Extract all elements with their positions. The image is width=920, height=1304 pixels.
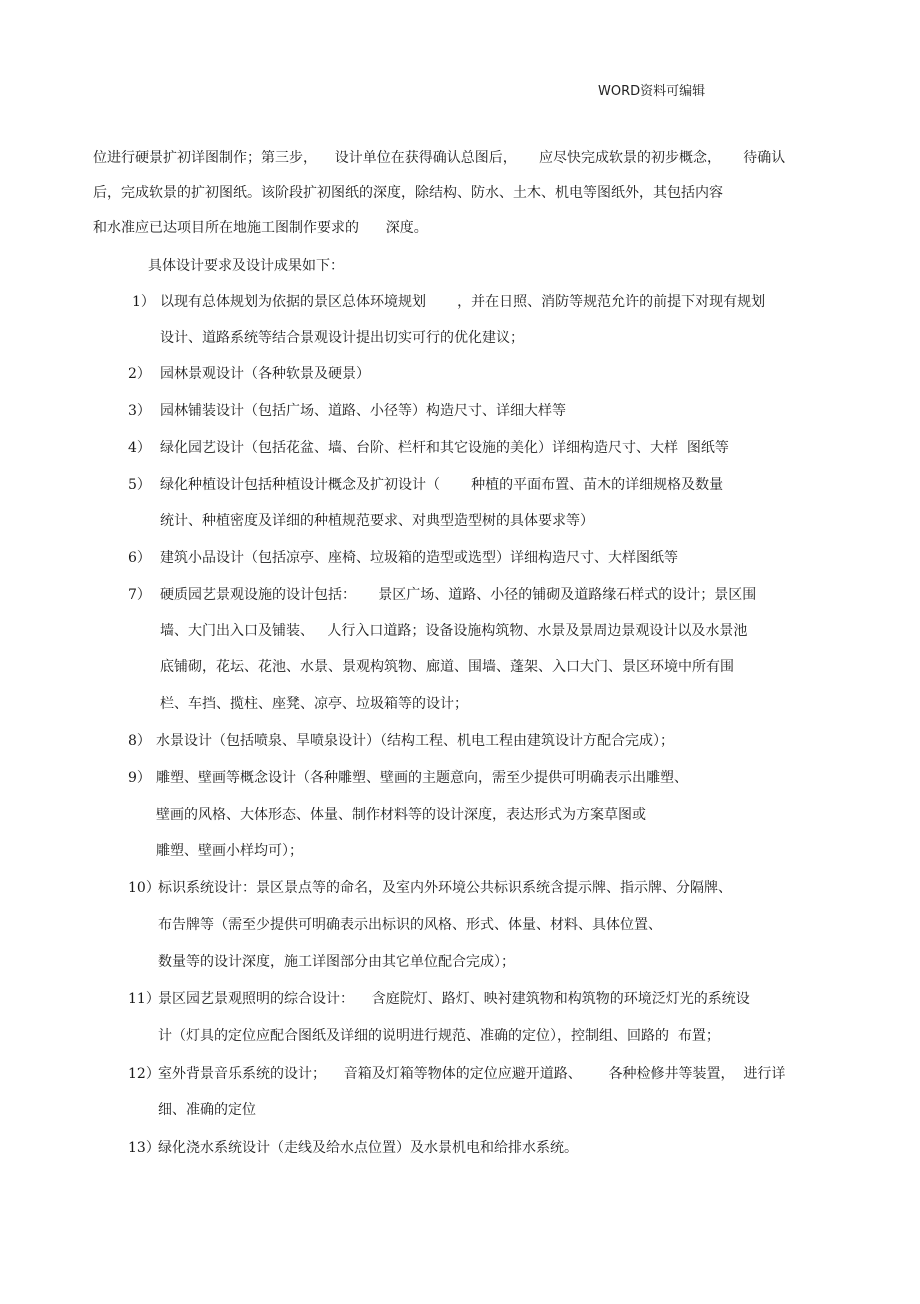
item-line: 标识系统设计：景区景点等的命名，及室内外环境公共标识系统含提示牌、指示牌、分隔牌、 [158, 880, 732, 896]
item-line: 绿化种植设计包括种植设计概念及扩初设计（ 种植的平面布置、苗木的详细规格及数量 [160, 477, 724, 493]
intro-line-1: 位进行硬景扩初详图制作；第三步， 设计单位在获得确认总图后， 应尽快完成软景的初步概念， 待确认 [93, 150, 786, 166]
item-line: 以现有总体规划为依据的景区总体环境规划 ，并在日照、消防等规范允许的前提下对现有规划 [160, 294, 766, 310]
item-number: 7） [128, 587, 151, 603]
item-line: 计（灯具的定位应配合图纸及详细的说明进行规范、准确的定位），控制组、回路的 布置； [158, 1028, 720, 1044]
item-line: 墙、大门出入口及铺装、 人行入口道路；设备设施构筑物、水景及景周边景观设计以及水景池 [160, 623, 748, 639]
item-line: 园林景观设计（各种软景及硬景） [160, 366, 370, 382]
item-line: 园林铺装设计（包括广场、道路、小径等）构造尺寸、详细大样等 [160, 403, 566, 419]
item-number: 11） [128, 991, 160, 1007]
item-line: 硬质园艺景观设施的设计包括： 景区广场、道路、小径的铺砌及道路缘石样式的设计；景区围 [160, 587, 757, 603]
item-line: 绿化园艺设计（包括花盆、墙、台阶、栏杆和其它设施的美化）详细构造尺寸、大样 图纸等 [160, 440, 729, 456]
intro-line-3: 和水准应已达项目所在地施工图制作要求的 深度。 [93, 220, 428, 236]
intro-line-2: 后，完成软景的扩初图纸。该阶段扩初图纸的深度，除结构、防水、土木、机电等图纸外，其包括内容 [93, 185, 723, 201]
item-line: 建筑小品设计（包括凉亭、座椅、垃圾箱的造型或选型）详细构造尺寸、大样图纸等 [160, 550, 678, 566]
item-line: 雕塑、壁画等概念设计（各种雕塑、壁画的主题意向，需至少提供可明确表示出雕塑、 [156, 770, 688, 786]
item-number: 2） [128, 366, 151, 382]
item-number: 13） [128, 1140, 160, 1156]
item-number: 9） [128, 770, 151, 786]
item-line: 设计、道路系统等结合景观设计提出切实可行的优化建议； [160, 330, 524, 346]
item-number: 10） [128, 880, 160, 896]
item-line: 栏、车挡、揽柱、座凳、凉亭、垃圾箱等的设计； [160, 696, 468, 712]
item-line: 绿化浇水系统设计（走线及给水点位置）及水景机电和给排水系统。 [158, 1140, 578, 1156]
header-note: WORD资料可编辑 [598, 84, 706, 99]
item-line: 景区园艺景观照明的综合设计： 含庭院灯、路灯、映衬建筑物和构筑物的环境泛灯光的系统设 [158, 991, 750, 1007]
item-line: 底铺砌，花坛、花池、水景、景观构筑物、廊道、围墙、蓬架、入口大门、景区环境中所有围 [160, 659, 734, 675]
item-line: 雕塑、壁画小样均可）； [156, 843, 303, 859]
item-number: 8） [128, 733, 151, 749]
item-line: 细、准确的定位 [158, 1102, 256, 1118]
item-number: 6） [128, 550, 151, 566]
item-number: 3） [128, 403, 151, 419]
item-line: 壁画的风格、大体形态、体量、制作材料等的设计深度，表达形式为方案草图或 [156, 807, 646, 823]
item-line: 布告牌等（需至少提供可明确表示出标识的风格、形式、体量、材料、具体位置、 [158, 917, 662, 933]
item-number: 12） [128, 1066, 160, 1082]
item-line: 数量等的设计深度，施工详图部分由其它单位配合完成）； [158, 954, 515, 970]
item-line: 水景设计（包括喷泉、旱喷泉设计）（结构工程、机电工程由建筑设计方配合完成）； [156, 733, 674, 749]
lead-text: 具体设计要求及设计成果如下： [148, 258, 344, 274]
item-number: 1） [132, 294, 155, 310]
item-line: 统计、种植密度及详细的种植规范要求、对典型造型树的具体要求等） [160, 513, 594, 529]
item-line: 室外背景音乐系统的设计； 音箱及灯箱等物体的定位应避开道路、 各种检修井等装置， 进行详 [158, 1066, 786, 1082]
item-number: 4） [128, 440, 151, 456]
item-number: 5） [128, 477, 151, 493]
